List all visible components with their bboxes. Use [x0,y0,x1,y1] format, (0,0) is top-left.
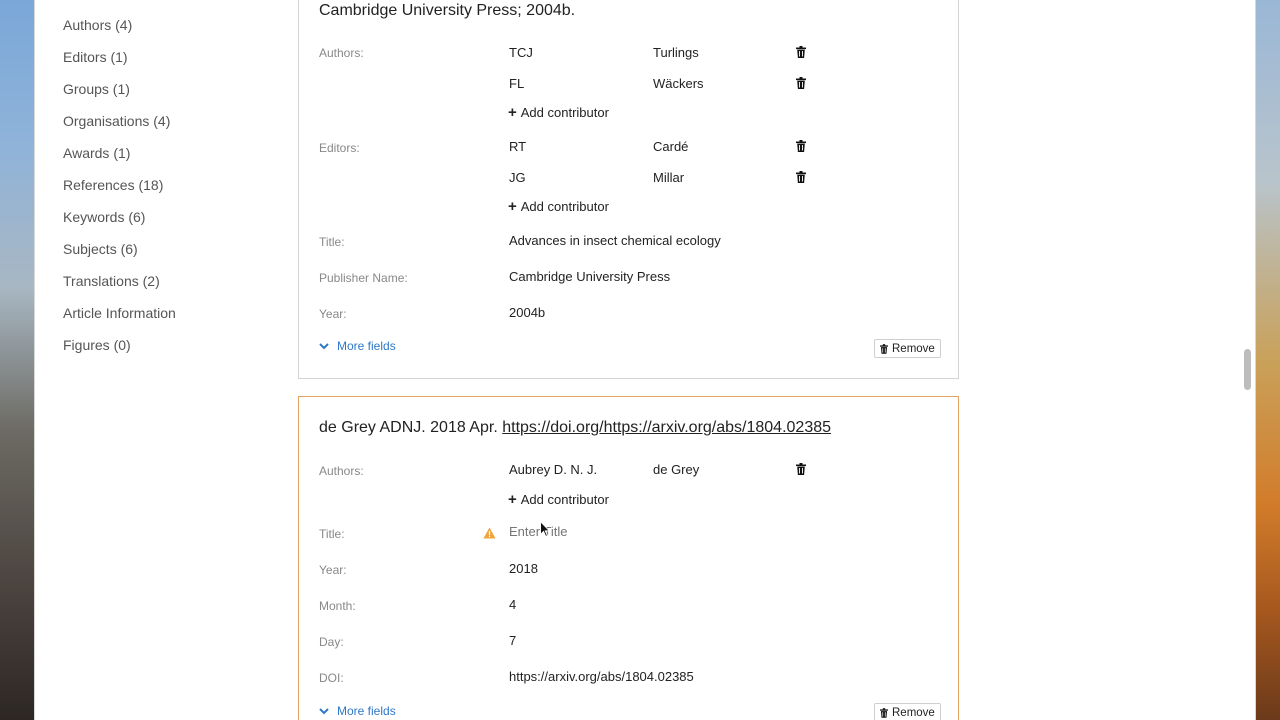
more-fields-label: More fields [337,339,396,353]
plus-icon: + [508,198,517,215]
day-field[interactable]: 7 [509,633,517,648]
author-given-name[interactable]: TCJ [509,45,533,60]
add-author-button[interactable] [508,491,609,508]
scrollbar[interactable] [1241,0,1255,720]
year-label: Year: [319,307,347,321]
plus-icon: + [508,491,517,508]
editors-label: Editors: [319,141,360,155]
app-window [34,0,1256,720]
author-surname[interactable]: de Grey [653,462,700,477]
title-label: Title: [319,235,345,249]
month-field[interactable]: 4 [509,597,517,612]
sidebar-item-figures[interactable]: Figures (0) [63,337,131,353]
year-label: Year: [319,563,347,577]
sidebar-item-organisations[interactable]: Organisations (4) [63,113,171,129]
title-field[interactable]: Advances in insect chemical ecology [509,233,721,248]
author-surname[interactable]: Turlings [653,45,699,60]
sidebar-item-authors[interactable]: Authors (4) [63,17,133,33]
desktop-wallpaper-right [1254,0,1280,720]
trash-icon[interactable] [796,77,806,89]
sidebar-item-subjects[interactable]: Subjects (6) [63,241,138,257]
remove-label: Remove [892,706,935,719]
publisher-field[interactable]: Cambridge University Press [509,269,671,284]
reference-heading [319,419,831,437]
editor-given-name[interactable]: RT [509,139,527,154]
reference-card-active [298,396,959,720]
remove-label: Remove [892,342,935,355]
more-fields-label: More fields [337,704,396,718]
reference-card [298,0,959,379]
doi-label: DOI: [319,671,344,685]
remove-reference-button[interactable] [874,703,941,720]
chevron-down-icon [319,708,329,715]
author-given-name[interactable]: FL [509,76,525,91]
author-given-name[interactable]: Aubrey D. N. J. [509,462,598,477]
more-fields-toggle[interactable] [319,704,396,718]
add-author-button[interactable] [508,104,609,121]
chevron-down-icon [319,343,329,350]
title-label: Title: [319,527,345,541]
reference-heading-text: de Grey ADNJ. 2018 Apr. [319,419,503,436]
trash-icon [880,344,888,354]
remove-reference-button[interactable] [874,339,941,358]
author-surname[interactable]: Wäckers [653,76,704,91]
sidebar-item-article-information[interactable]: Article Information [63,305,176,321]
trash-icon[interactable] [796,140,806,152]
doi-field[interactable]: https://arxiv.org/abs/1804.02385 [509,669,694,684]
trash-icon [880,708,888,718]
scrollbar-thumb[interactable] [1244,349,1251,390]
sidebar-item-groups[interactable]: Groups (1) [63,81,130,97]
day-label: Day: [319,635,344,649]
title-input[interactable] [509,524,709,539]
more-fields-toggle[interactable] [319,339,396,353]
sidebar-item-keywords[interactable]: Keywords (6) [63,209,146,225]
mouse-cursor-icon [540,521,550,537]
editor-surname[interactable]: Millar [653,170,685,185]
month-label: Month: [319,599,356,613]
year-field[interactable]: 2018 [509,561,538,576]
authors-label: Authors: [319,464,364,478]
reference-heading: Cambridge University Press; 2004b. [319,2,576,19]
sidebar-item-editors[interactable]: Editors (1) [63,49,128,65]
reference-doi-link[interactable]: https://doi.org/https://arxiv.org/abs/1804.02385 [502,419,832,436]
trash-icon[interactable] [796,463,806,475]
sidebar-item-references[interactable]: References (18) [63,177,164,193]
add-author-label: Add contributor [520,105,609,120]
sidebar-nav [35,0,275,720]
authors-label: Authors: [319,46,364,60]
editor-given-name[interactable]: JG [509,170,526,185]
warning-icon [483,527,496,539]
add-editor-label: Add contributor [520,199,609,214]
add-author-label: Add contributor [520,492,609,507]
sidebar-item-awards[interactable]: Awards (1) [63,145,131,161]
publisher-label: Publisher Name: [319,271,408,285]
sidebar-item-translations[interactable]: Translations (2) [63,273,160,289]
add-editor-button[interactable] [508,198,609,215]
plus-icon: + [508,104,517,121]
desktop-wallpaper-left [0,0,34,720]
trash-icon[interactable] [796,171,806,183]
editor-surname[interactable]: Cardé [653,139,689,154]
year-field[interactable]: 2004b [509,305,546,320]
trash-icon[interactable] [796,46,806,58]
